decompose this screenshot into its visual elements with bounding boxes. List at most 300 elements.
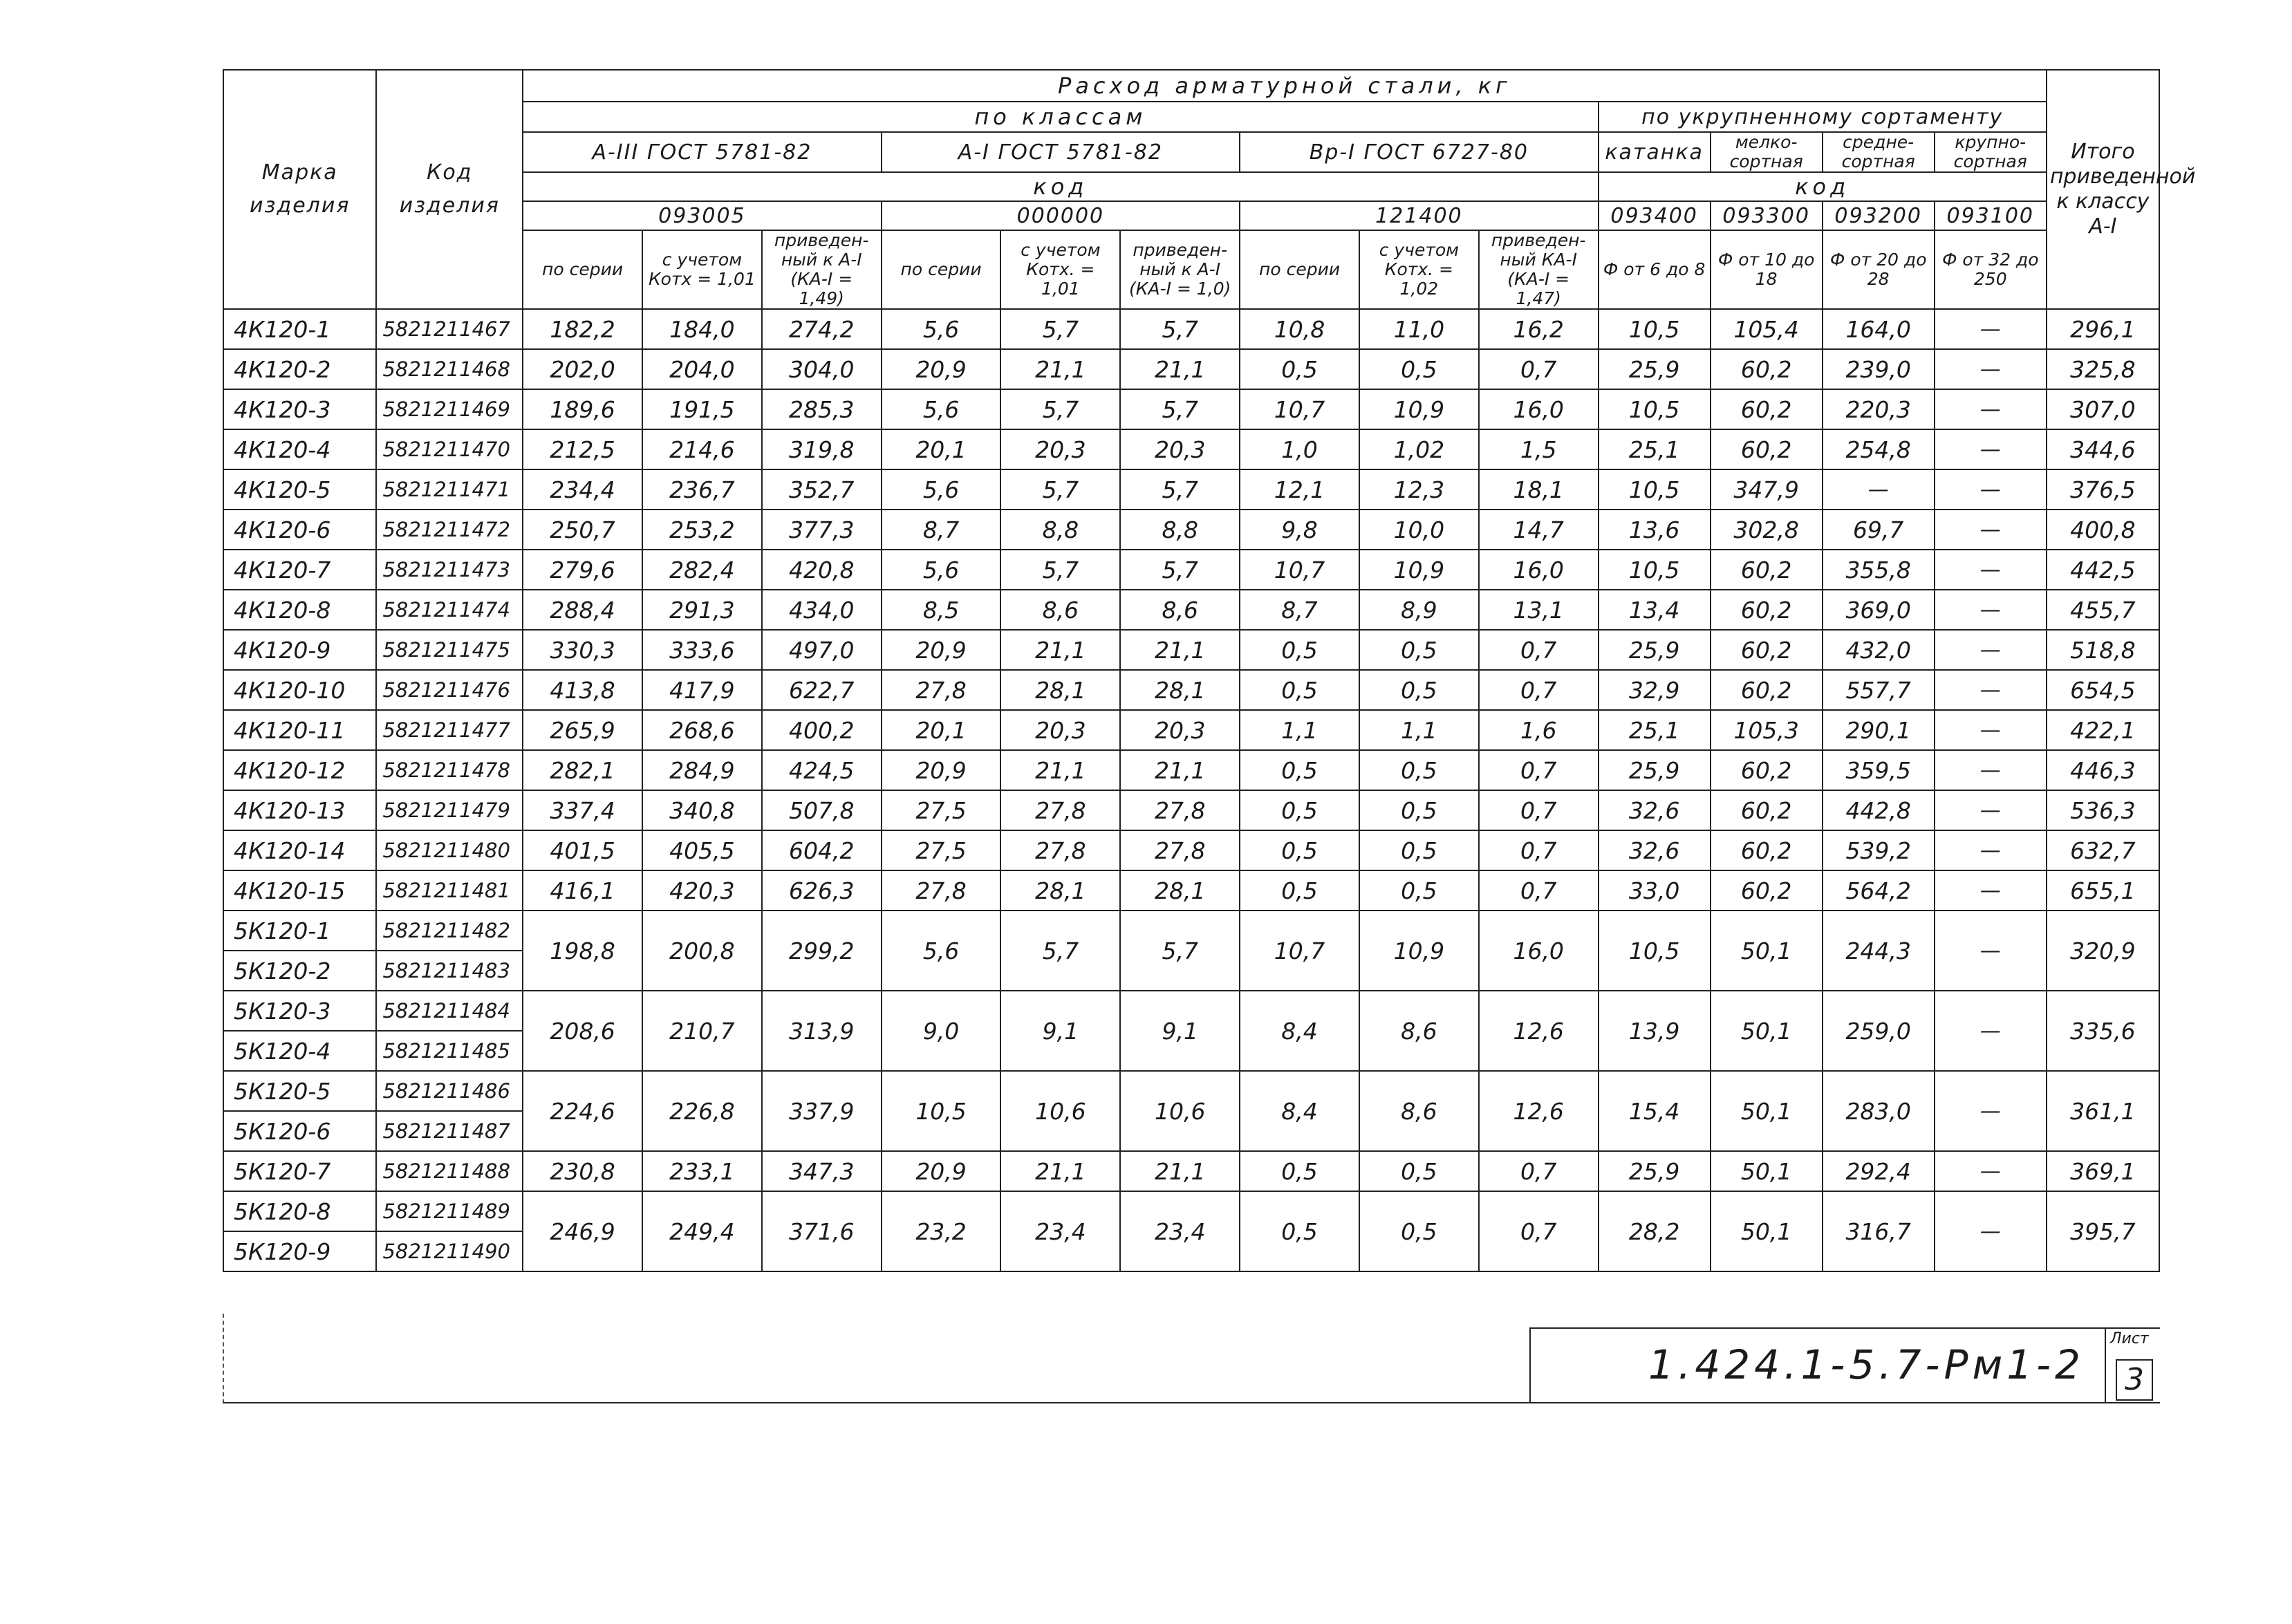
cell-value: 369,0 — [1823, 590, 1935, 630]
cell-value: 539,2 — [1823, 830, 1935, 870]
cell-marka: 4К120-14 — [223, 830, 376, 870]
cell-value: 20,9 — [882, 349, 1001, 389]
cell-value: 60,2 — [1711, 550, 1823, 590]
cell-value: — — [1935, 911, 2047, 991]
cell-value: 518,8 — [2047, 630, 2159, 670]
cell-value: 5,7 — [1120, 309, 1240, 349]
cell-value: 233,1 — [642, 1151, 762, 1191]
cell-value: 12,6 — [1479, 1071, 1599, 1151]
cell-value: 285,3 — [762, 389, 882, 429]
cell-value: 0,5 — [1359, 670, 1479, 710]
cell-value: 0,7 — [1479, 1191, 1599, 1271]
cell-value: 376,5 — [2047, 469, 2159, 510]
cell-value: 10,9 — [1359, 389, 1479, 429]
cell-marka: 4К120-3 — [223, 389, 376, 429]
cell-value: 25,9 — [1599, 630, 1711, 670]
cell-value: 0,5 — [1359, 870, 1479, 911]
cell-value: 21,1 — [1120, 630, 1240, 670]
cell-value: 8,6 — [1120, 590, 1240, 630]
cell-value: — — [1935, 1071, 2047, 1151]
cell-value: — — [1935, 309, 2047, 349]
header-po-klassam: по классам — [523, 102, 1598, 132]
cell-value: 10,6 — [1120, 1071, 1240, 1151]
cell-value: 198,8 — [523, 911, 642, 991]
cell-value: 1,5 — [1479, 429, 1599, 469]
cell-value: 50,1 — [1711, 1071, 1823, 1151]
cell-value: 249,4 — [642, 1191, 762, 1271]
cell-value: 0,5 — [1240, 1151, 1359, 1191]
cell-value: 10,7 — [1240, 389, 1359, 429]
cell-value: 20,3 — [1120, 429, 1240, 469]
cell-marka: 4К120-12 — [223, 750, 376, 790]
cell-kod: 5821211470 — [376, 429, 523, 469]
cell-marka: 4К120-5 — [223, 469, 376, 510]
cell-value: 28,1 — [1120, 870, 1240, 911]
cell-value: — — [1935, 830, 2047, 870]
cell-value: 13,6 — [1599, 510, 1711, 550]
cell-value: 32,6 — [1599, 830, 1711, 870]
cell-value: 12,3 — [1359, 469, 1479, 510]
cell-marka: 4К120-13 — [223, 790, 376, 830]
cell-value: 536,3 — [2047, 790, 2159, 830]
header-melkosort: мелко-сортная — [1711, 132, 1823, 172]
cell-marka: 5К120-5 — [223, 1071, 376, 1111]
subheader-priveden-a3: приведен-ный к А-I (КА-I = 1,49) — [762, 230, 882, 309]
cell-value: 220,3 — [1823, 389, 1935, 429]
cell-value: 5,7 — [1120, 469, 1240, 510]
cell-value: 50,1 — [1711, 991, 1823, 1071]
subheader-po-serii-a1: по серии — [882, 230, 1001, 309]
cell-value: 564,2 — [1823, 870, 1935, 911]
cell-value: 20,3 — [1120, 710, 1240, 750]
cell-value: 626,3 — [762, 870, 882, 911]
cell-value: 23,2 — [882, 1191, 1001, 1271]
cell-value: 60,2 — [1711, 349, 1823, 389]
cell-value: 11,0 — [1359, 309, 1479, 349]
cell-kod: 5821211488 — [376, 1151, 523, 1191]
cell-value: — — [1935, 349, 2047, 389]
cell-value: 282,1 — [523, 750, 642, 790]
table-row — [223, 510, 2159, 550]
cell-value: 10,5 — [1599, 309, 1711, 349]
header-krupnosort: крупно-сортная — [1935, 132, 2047, 172]
cell-value: 299,2 — [762, 911, 882, 991]
cell-value: 16,0 — [1479, 389, 1599, 429]
cell-value: 5,7 — [1000, 911, 1120, 991]
table-row — [223, 790, 2159, 830]
cell-value: 20,9 — [882, 1151, 1001, 1191]
cell-kod: 5821211487 — [376, 1111, 523, 1151]
cell-value: 236,7 — [642, 469, 762, 510]
cell-value: 25,9 — [1599, 750, 1711, 790]
cell-value: 60,2 — [1711, 790, 1823, 830]
cell-value: 291,3 — [642, 590, 762, 630]
cell-value: 60,2 — [1711, 750, 1823, 790]
cell-marka: 4К120-11 — [223, 710, 376, 750]
header-kod-vr1: 121400 — [1240, 201, 1598, 230]
cell-value: 10,9 — [1359, 911, 1479, 991]
cell-value: 316,7 — [1823, 1191, 1935, 1271]
header-kod-a1: 000000 — [882, 201, 1240, 230]
subheader-s-uchetom-a3: с учетом Котх = 1,01 — [642, 230, 762, 309]
cell-value: 27,8 — [882, 670, 1001, 710]
cell-value: 1,1 — [1359, 710, 1479, 750]
table-row — [223, 469, 2159, 510]
cell-value: 0,7 — [1479, 1151, 1599, 1191]
cell-value: 8,5 — [882, 590, 1001, 630]
cell-value: 337,4 — [523, 790, 642, 830]
cell-value: 0,5 — [1359, 1191, 1479, 1271]
cell-value: 282,4 — [642, 550, 762, 590]
cell-value: 164,0 — [1823, 309, 1935, 349]
cell-value: 21,1 — [1000, 1151, 1120, 1191]
cell-value: 60,2 — [1711, 630, 1823, 670]
cell-kod: 5821211485 — [376, 1031, 523, 1071]
cell-marka: 5К120-2 — [223, 951, 376, 991]
cell-value: 279,6 — [523, 550, 642, 590]
cell-value: 268,6 — [642, 710, 762, 750]
table-row — [223, 1191, 2159, 1231]
cell-value: — — [1935, 510, 2047, 550]
cell-kod: 5821211483 — [376, 951, 523, 991]
cell-value: 288,4 — [523, 590, 642, 630]
cell-value: — — [1935, 750, 2047, 790]
cell-value: 422,1 — [2047, 710, 2159, 750]
subheader-diam-katanka: Ф от 6 до 8 — [1599, 230, 1711, 309]
cell-value: 420,3 — [642, 870, 762, 911]
cell-kod: 5821211468 — [376, 349, 523, 389]
cell-value: 413,8 — [523, 670, 642, 710]
header-class-a3: А-III ГОСТ 5781-82 — [523, 132, 881, 172]
cell-marka: 4К120-4 — [223, 429, 376, 469]
cell-value: 18,1 — [1479, 469, 1599, 510]
cell-value: 0,5 — [1359, 630, 1479, 670]
table-row — [223, 1071, 2159, 1111]
cell-value: 274,2 — [762, 309, 882, 349]
table-row — [223, 429, 2159, 469]
cell-value: 0,5 — [1240, 750, 1359, 790]
header-kod-katanka: 093400 — [1599, 201, 1711, 230]
cell-value: 0,5 — [1359, 790, 1479, 830]
header-class-vr1: Вр-I ГОСТ 6727-80 — [1240, 132, 1598, 172]
cell-value: 27,5 — [882, 790, 1001, 830]
cell-value: 5,7 — [1120, 911, 1240, 991]
cell-marka: 4К120-2 — [223, 349, 376, 389]
cell-value: 202,0 — [523, 349, 642, 389]
cell-value: 10,5 — [1599, 469, 1711, 510]
cell-value: 234,4 — [523, 469, 642, 510]
cell-marka: 4К120-6 — [223, 510, 376, 550]
cell-value: 25,1 — [1599, 429, 1711, 469]
cell-value: 32,9 — [1599, 670, 1711, 710]
table-row — [223, 550, 2159, 590]
cell-value: 60,2 — [1711, 389, 1823, 429]
cell-value: 189,6 — [523, 389, 642, 429]
cell-value: 16,2 — [1479, 309, 1599, 349]
cell-kod: 5821211476 — [376, 670, 523, 710]
cell-value: 622,7 — [762, 670, 882, 710]
cell-value: — — [1935, 590, 2047, 630]
cell-marka: 4К120-9 — [223, 630, 376, 670]
cell-value: 20,9 — [882, 630, 1001, 670]
cell-value: 20,3 — [1000, 710, 1120, 750]
cell-value: 5,6 — [882, 309, 1001, 349]
cell-value: 25,1 — [1599, 710, 1711, 750]
subheader-s-uchetom-a1: с учетом Котх. = 1,01 — [1000, 230, 1120, 309]
cell-value: 0,5 — [1359, 349, 1479, 389]
cell-value: 13,4 — [1599, 590, 1711, 630]
cell-value: 32,6 — [1599, 790, 1711, 830]
cell-value: 10,7 — [1240, 550, 1359, 590]
subheader-diam-sredne: Ф от 20 до 28 — [1823, 230, 1935, 309]
cell-kod: 5821211475 — [376, 630, 523, 670]
cell-value: 8,6 — [1000, 590, 1120, 630]
table-row — [223, 1151, 2159, 1191]
steel-consumption-table — [223, 69, 2196, 1272]
cell-value: 250,7 — [523, 510, 642, 550]
cell-value: 20,3 — [1000, 429, 1120, 469]
cell-value: 21,1 — [1120, 750, 1240, 790]
cell-marka: 4К120-15 — [223, 870, 376, 911]
cell-value: 27,8 — [1000, 830, 1120, 870]
cell-value: 10,5 — [1599, 911, 1711, 991]
cell-value: 497,0 — [762, 630, 882, 670]
cell-value: 226,8 — [642, 1071, 762, 1151]
cell-value: 8,8 — [1120, 510, 1240, 550]
header-rashod: Расход арматурной стали, кг — [523, 70, 2047, 102]
cell-value: — — [1935, 670, 2047, 710]
cell-value: 395,7 — [2047, 1191, 2159, 1271]
cell-kod: 5821211480 — [376, 830, 523, 870]
table-row — [223, 389, 2159, 429]
cell-value: 12,1 — [1240, 469, 1359, 510]
table-row — [223, 309, 2159, 349]
cell-value: 60,2 — [1711, 870, 1823, 911]
cell-value: 16,0 — [1479, 550, 1599, 590]
cell-value: 401,5 — [523, 830, 642, 870]
header-kod-a3: 093005 — [523, 201, 881, 230]
cell-value: 16,0 — [1479, 911, 1599, 991]
cell-value: 340,8 — [642, 790, 762, 830]
cell-value: 352,7 — [762, 469, 882, 510]
cell-value: 9,1 — [1120, 991, 1240, 1071]
table-row — [223, 830, 2159, 870]
header-srednesort: средне-сортная — [1823, 132, 1935, 172]
cell-value: 5,6 — [882, 389, 1001, 429]
cell-value: 10,6 — [1000, 1071, 1120, 1151]
cell-value: 442,8 — [1823, 790, 1935, 830]
table-row — [223, 870, 2159, 911]
header-kod-left: код — [523, 172, 1598, 201]
cell-value: 21,1 — [1000, 349, 1120, 389]
cell-value: 259,0 — [1823, 991, 1935, 1071]
cell-value: 13,9 — [1599, 991, 1711, 1071]
cell-value: 5,6 — [882, 550, 1001, 590]
cell-value: 400,2 — [762, 710, 882, 750]
cell-value: 0,7 — [1479, 630, 1599, 670]
cell-value: 9,1 — [1000, 991, 1120, 1071]
cell-value: 432,0 — [1823, 630, 1935, 670]
cell-value: 0,7 — [1479, 830, 1599, 870]
cell-value: 655,1 — [2047, 870, 2159, 911]
cell-value: 230,8 — [523, 1151, 642, 1191]
table-row — [223, 911, 2159, 951]
cell-value: 5,7 — [1000, 469, 1120, 510]
cell-marka: 5К120-7 — [223, 1151, 376, 1191]
cell-value: 184,0 — [642, 309, 762, 349]
cell-value: 296,1 — [2047, 309, 2159, 349]
cell-value: 10,8 — [1240, 309, 1359, 349]
cell-value: 210,7 — [642, 991, 762, 1071]
cell-value: 265,9 — [523, 710, 642, 750]
cell-value: 0,5 — [1240, 1191, 1359, 1271]
cell-value: 254,8 — [1823, 429, 1935, 469]
table-row — [223, 750, 2159, 790]
cell-value: 12,6 — [1479, 991, 1599, 1071]
cell-value: 0,5 — [1359, 1151, 1479, 1191]
cell-value: 8,9 — [1359, 590, 1479, 630]
cell-value: 319,8 — [762, 429, 882, 469]
cell-value: 60,2 — [1711, 590, 1823, 630]
cell-value: 507,8 — [762, 790, 882, 830]
cell-value: 10,7 — [1240, 911, 1359, 991]
cell-value: 212,5 — [523, 429, 642, 469]
cell-value: 244,3 — [1823, 911, 1935, 991]
cell-value: 15,4 — [1599, 1071, 1711, 1151]
cell-marka: 5К120-6 — [223, 1111, 376, 1151]
subheader-diam-melko: Ф от 10 до 18 — [1711, 230, 1823, 309]
cell-value: 10,9 — [1359, 550, 1479, 590]
cell-value: 417,9 — [642, 670, 762, 710]
cell-value: 320,9 — [2047, 911, 2159, 991]
cell-value: 0,7 — [1479, 670, 1599, 710]
cell-value: 424,5 — [762, 750, 882, 790]
cell-value: 25,9 — [1599, 1151, 1711, 1191]
cell-value: 400,8 — [2047, 510, 2159, 550]
subheader-po-serii-vr1: по серии — [1240, 230, 1359, 309]
cell-value: 420,8 — [762, 550, 882, 590]
cell-value: 604,2 — [762, 830, 882, 870]
cell-marka: 5К120-1 — [223, 911, 376, 951]
cell-value: 434,0 — [762, 590, 882, 630]
header-class-a1: А-I ГОСТ 5781-82 — [882, 132, 1240, 172]
cell-value: 50,1 — [1711, 911, 1823, 991]
cell-value: 325,8 — [2047, 349, 2159, 389]
cell-value: 632,7 — [2047, 830, 2159, 870]
col-header-marka: Марка изделия — [223, 70, 376, 309]
cell-value: — — [1935, 991, 2047, 1071]
cell-value: 214,6 — [642, 429, 762, 469]
header-kod-melko: 093300 — [1711, 201, 1823, 230]
cell-value: 355,8 — [1823, 550, 1935, 590]
cell-value: 9,8 — [1240, 510, 1359, 550]
sheet-label: Лист — [2110, 1330, 2149, 1347]
cell-value: 50,1 — [1711, 1191, 1823, 1271]
cell-value: 8,4 — [1240, 991, 1359, 1071]
cell-value: 0,5 — [1240, 349, 1359, 389]
cell-value: 5,7 — [1000, 389, 1120, 429]
cell-value: 28,1 — [1000, 670, 1120, 710]
cell-kod: 5821211472 — [376, 510, 523, 550]
cell-value: 455,7 — [2047, 590, 2159, 630]
cell-value: 5,6 — [882, 911, 1001, 991]
cell-value: 182,2 — [523, 309, 642, 349]
cell-value: — — [1935, 630, 2047, 670]
subheader-s-uchetom-vr1: с учетом Котх. = 1,02 — [1359, 230, 1479, 309]
header-kod-right: код — [1599, 172, 2047, 201]
cell-value: 27,8 — [1120, 830, 1240, 870]
cell-value: 28,2 — [1599, 1191, 1711, 1271]
cell-value: 8,8 — [1000, 510, 1120, 550]
cell-value: 200,8 — [642, 911, 762, 991]
cell-value: 9,0 — [882, 991, 1001, 1071]
cell-value: 208,6 — [523, 991, 642, 1071]
cell-value: 20,9 — [882, 750, 1001, 790]
table-row — [223, 590, 2159, 630]
cell-kod: 5821211481 — [376, 870, 523, 911]
subheader-priveden-a1: приведен-ный к А-I (КА-I = 1,0) — [1120, 230, 1240, 309]
sheet-number-box — [2105, 1329, 2160, 1402]
cell-value: 8,7 — [1240, 590, 1359, 630]
cell-value: 0,7 — [1479, 349, 1599, 389]
cell-kod: 5821211473 — [376, 550, 523, 590]
cell-value: 5,7 — [1000, 550, 1120, 590]
cell-value: 377,3 — [762, 510, 882, 550]
subheader-diam-krupno: Ф от 32 до 250 — [1935, 230, 2047, 309]
cell-value: 557,7 — [1823, 670, 1935, 710]
cell-value: 361,1 — [2047, 1071, 2159, 1151]
cell-value: 369,1 — [2047, 1151, 2159, 1191]
cell-value: 10,5 — [1599, 550, 1711, 590]
cell-value: 359,5 — [1823, 750, 1935, 790]
cell-value: 21,1 — [1120, 349, 1240, 389]
cell-value: 333,6 — [642, 630, 762, 670]
cell-value: 5,7 — [1120, 550, 1240, 590]
cell-value: 105,4 — [1711, 309, 1823, 349]
col-header-kod-izdeliya: Код изделия — [376, 70, 523, 309]
subheader-priveden-vr1: приведен-ный КА-I (КА-I = 1,47) — [1479, 230, 1599, 309]
header-po-sortamentu: по укрупненному сортаменту — [1599, 102, 2047, 132]
cell-value: — — [1935, 710, 2047, 750]
cell-value: 1,6 — [1479, 710, 1599, 750]
cell-value: 292,4 — [1823, 1151, 1935, 1191]
cell-value: 33,0 — [1599, 870, 1711, 911]
table-row — [223, 670, 2159, 710]
cell-value: 25,9 — [1599, 349, 1711, 389]
cell-value: 10,5 — [882, 1071, 1001, 1151]
cell-value: 335,6 — [2047, 991, 2159, 1071]
cell-value: 60,2 — [1711, 429, 1823, 469]
cell-value: — — [1935, 870, 2047, 911]
cell-value: 0,5 — [1359, 750, 1479, 790]
cell-value: 21,1 — [1000, 750, 1120, 790]
title-block — [1529, 1327, 2160, 1403]
document-code: 1.424.1-5.7-Рм1-2 — [1648, 1341, 2085, 1388]
cell-value: — — [1935, 1191, 2047, 1271]
cell-kod: 5821211490 — [376, 1231, 523, 1271]
frame-bottom-line — [223, 1402, 2160, 1403]
cell-value: 8,4 — [1240, 1071, 1359, 1151]
cell-value: 246,9 — [523, 1191, 642, 1271]
cell-value: 654,5 — [2047, 670, 2159, 710]
frame-edge — [223, 1314, 224, 1403]
cell-value: 1,0 — [1240, 429, 1359, 469]
cell-value: 27,8 — [882, 870, 1001, 911]
table-row — [223, 630, 2159, 670]
cell-value: 0,7 — [1479, 790, 1599, 830]
sheet-number: 3 — [2116, 1359, 2153, 1401]
cell-value: 416,1 — [523, 870, 642, 911]
